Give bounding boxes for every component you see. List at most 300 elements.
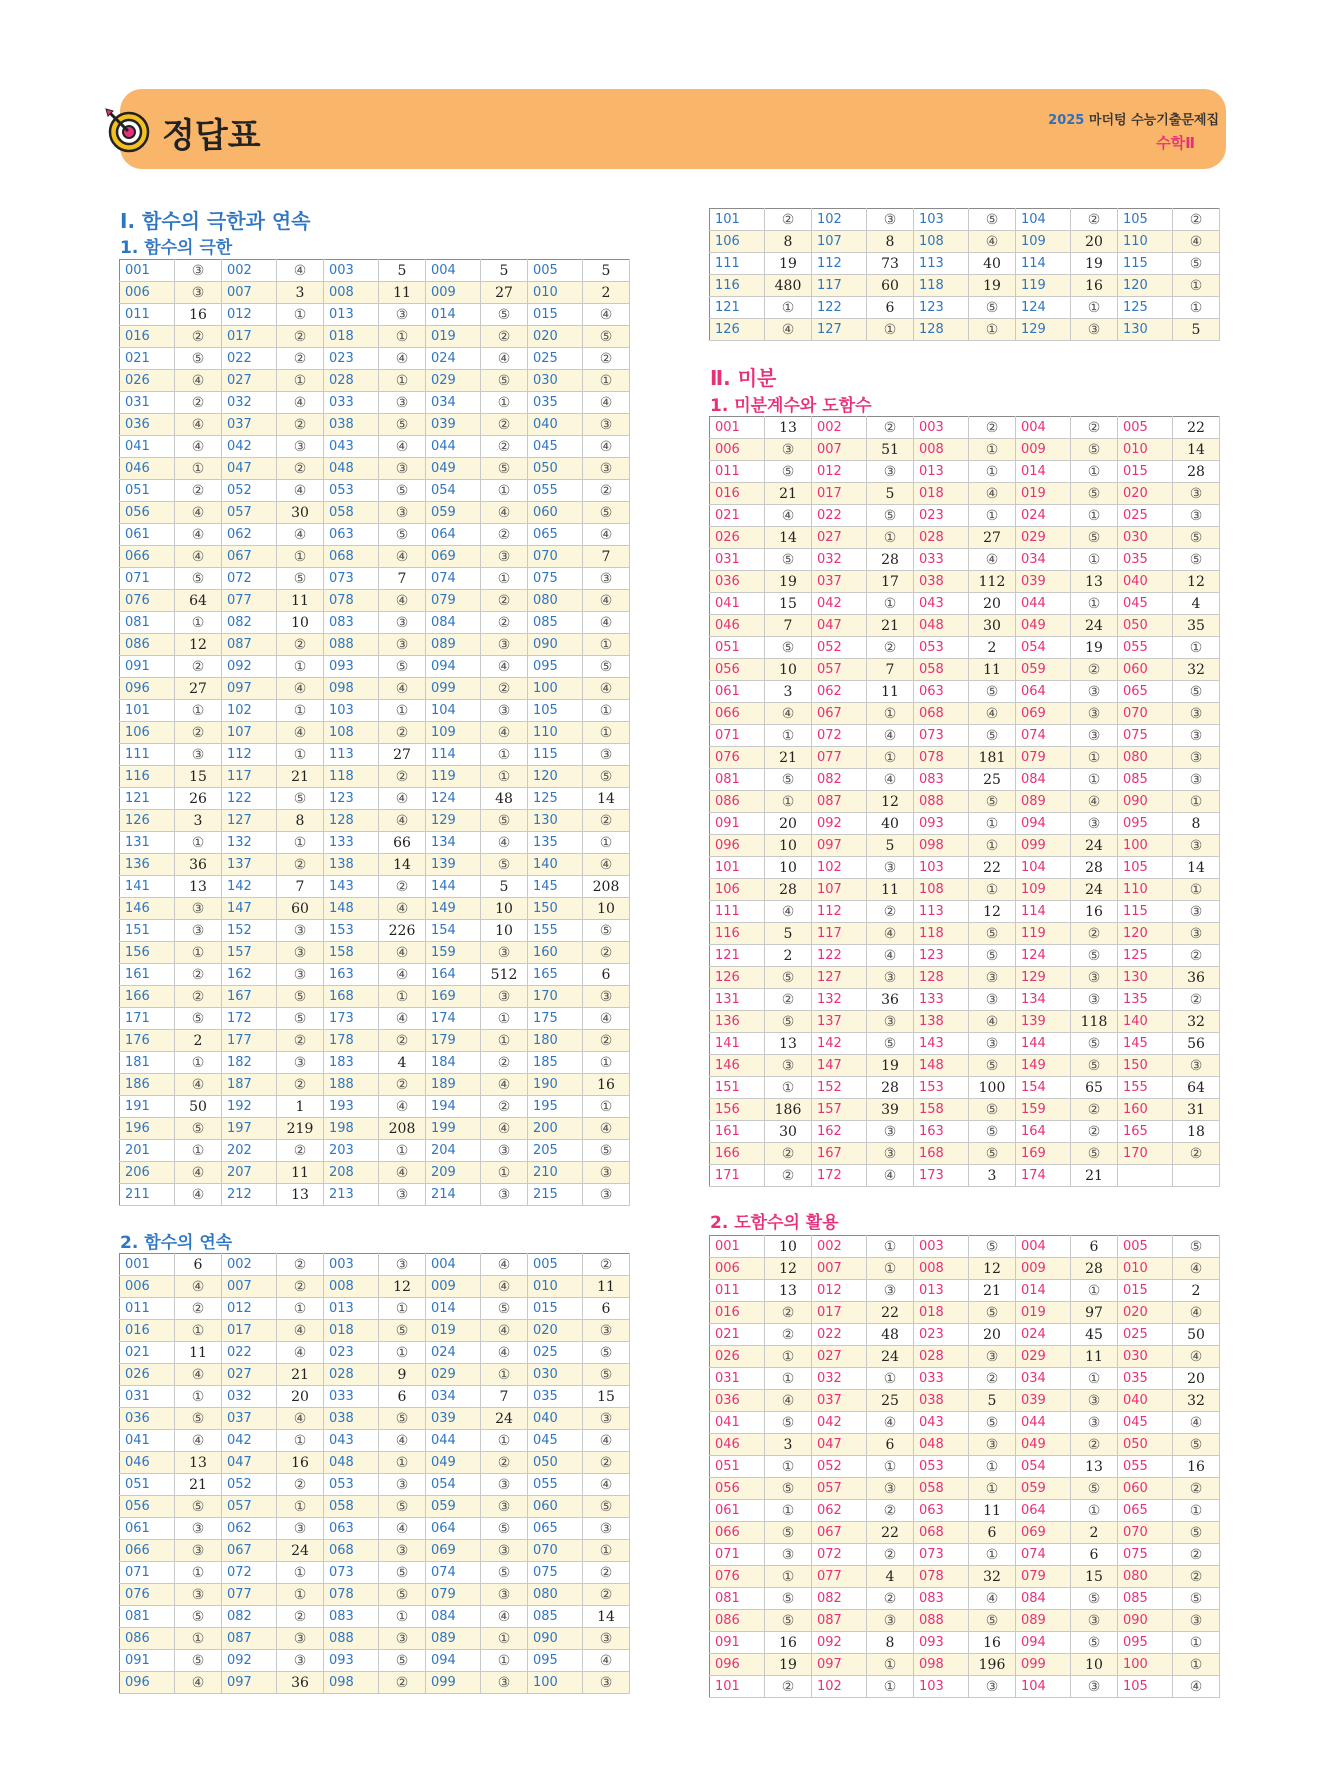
answer-value: ① [969, 1456, 1016, 1478]
question-number: 006 [710, 439, 765, 461]
question-number: 048 [914, 1434, 969, 1456]
question-number: 025 [528, 1342, 583, 1364]
question-number: 056 [710, 1478, 765, 1500]
question-number: 153 [324, 920, 379, 942]
question-number: 065 [528, 524, 583, 546]
answer-value: ① [1071, 1280, 1118, 1302]
answer-value: ② [277, 326, 324, 348]
answer-row [710, 505, 1220, 527]
question-number: 095 [1118, 1632, 1173, 1654]
answer-value: ① [277, 1496, 324, 1518]
answer-value: ④ [481, 656, 528, 678]
answer-value: ③ [277, 436, 324, 458]
question-number: 086 [120, 634, 175, 656]
question-number: 010 [528, 1276, 583, 1298]
question-number: 079 [1016, 747, 1071, 769]
answer-value: ② [175, 986, 222, 1008]
question-number: 015 [528, 304, 583, 326]
answer-value: ③ [867, 1478, 914, 1500]
answer-value: ② [765, 1165, 812, 1187]
answer-row [710, 1390, 1220, 1412]
answer-value: 28 [1071, 1258, 1118, 1280]
question-number: 129 [426, 810, 481, 832]
answer-value: ④ [277, 480, 324, 502]
question-number: 021 [710, 505, 765, 527]
answer-value: ④ [379, 810, 426, 832]
answer-value: ⑤ [583, 656, 630, 678]
answer-value: ④ [481, 832, 528, 854]
question-number: 072 [812, 725, 867, 747]
question-number: 014 [426, 304, 481, 326]
question-number: 059 [426, 502, 481, 524]
question-number: 051 [120, 1474, 175, 1496]
answer-row [120, 392, 630, 414]
question-number: 012 [222, 1298, 277, 1320]
question-number: 067 [812, 1522, 867, 1544]
answer-value: ⑤ [1173, 1434, 1220, 1456]
answer-value: ① [583, 700, 630, 722]
question-number: 084 [1016, 769, 1071, 791]
answer-value: ⑤ [765, 1412, 812, 1434]
answer-value: ⑤ [969, 1121, 1016, 1143]
question-number: 155 [1118, 1077, 1173, 1099]
question-number: 075 [528, 568, 583, 590]
question-number: 114 [426, 744, 481, 766]
question-number: 064 [1016, 1500, 1071, 1522]
question-number: 013 [324, 1298, 379, 1320]
question-number: 058 [324, 502, 379, 524]
answer-row [120, 1386, 630, 1408]
question-number: 124 [1016, 945, 1071, 967]
question-number: 061 [120, 1518, 175, 1540]
answer-value: ③ [175, 1518, 222, 1540]
answer-value: 118 [1071, 1011, 1118, 1033]
question-number: 066 [710, 703, 765, 725]
answer-row [710, 1324, 1220, 1346]
answer-value: ② [175, 392, 222, 414]
question-number: 071 [710, 725, 765, 747]
answer-value: ② [481, 1096, 528, 1118]
answer-value: 66 [379, 832, 426, 854]
answer-value: ④ [277, 1342, 324, 1364]
answer-value: ② [277, 414, 324, 436]
question-number: 063 [324, 524, 379, 546]
answer-row [120, 370, 630, 392]
answer-value: 14 [583, 1606, 630, 1628]
question-number: 012 [222, 304, 277, 326]
answer-value: ③ [175, 1584, 222, 1606]
question-number: 062 [812, 681, 867, 703]
question-number: 159 [1016, 1099, 1071, 1121]
question-number: 052 [812, 1456, 867, 1478]
question-number: 092 [812, 1632, 867, 1654]
question-number: 184 [426, 1052, 481, 1074]
answer-value: ④ [277, 260, 324, 282]
question-number: 105 [1118, 1676, 1173, 1698]
question-number: 097 [812, 1654, 867, 1676]
answer-value: ④ [277, 678, 324, 700]
question-number: 029 [426, 370, 481, 392]
answer-value: ③ [1173, 1610, 1220, 1632]
answer-value: ① [481, 744, 528, 766]
question-number: 109 [426, 722, 481, 744]
answer-row [120, 832, 630, 854]
question-number: 055 [1118, 1456, 1173, 1478]
answer-row [710, 725, 1220, 747]
answer-value: ② [1071, 1099, 1118, 1121]
question-number: 085 [528, 612, 583, 634]
answer-value: ④ [481, 502, 528, 524]
answer-value: ⑤ [277, 1008, 324, 1030]
answer-value: ⑤ [379, 1562, 426, 1584]
answer-row [120, 920, 630, 942]
answer-value: ① [765, 791, 812, 813]
answer-value: ③ [1173, 1055, 1220, 1077]
question-number: 119 [1016, 275, 1071, 297]
answer-value: ② [765, 989, 812, 1011]
answer-row [120, 1184, 630, 1206]
question-number: 102 [222, 700, 277, 722]
answer-value: 24 [481, 1408, 528, 1430]
answer-value: ③ [583, 1320, 630, 1342]
question-number: 024 [1016, 505, 1071, 527]
question-number: 006 [710, 1258, 765, 1280]
question-number: 074 [426, 1562, 481, 1584]
answer-value: ① [1071, 747, 1118, 769]
answer-value: ⑤ [765, 1610, 812, 1632]
answer-value: 13 [765, 1280, 812, 1302]
question-number: 054 [1016, 637, 1071, 659]
answer-value: 1 [277, 1096, 324, 1118]
question-number: 201 [120, 1140, 175, 1162]
answer-value: ③ [867, 1280, 914, 1302]
answer-value: 512 [481, 964, 528, 986]
question-number: 089 [426, 634, 481, 656]
answer-value: 3 [175, 810, 222, 832]
question-number: 128 [324, 810, 379, 832]
answer-value: ⑤ [583, 920, 630, 942]
answer-value: ① [867, 1676, 914, 1698]
answer-value: ③ [481, 1584, 528, 1606]
answer-value: ⑤ [583, 766, 630, 788]
question-number: 123 [324, 788, 379, 810]
answer-value: ③ [277, 964, 324, 986]
answer-value: 208 [583, 876, 630, 898]
answer-row [710, 1566, 1220, 1588]
answer-value: ③ [379, 392, 426, 414]
question-number: 002 [812, 1236, 867, 1258]
answer-value: 10 [481, 920, 528, 942]
answer-row [710, 231, 1220, 253]
answer-value: ② [867, 417, 914, 439]
question-number: 065 [528, 1518, 583, 1540]
question-number: 061 [710, 681, 765, 703]
answer-row [710, 483, 1220, 505]
answer-value: 5 [765, 923, 812, 945]
question-number: 029 [426, 1364, 481, 1386]
answer-value: ④ [765, 1390, 812, 1412]
answer-value: 5 [583, 260, 630, 282]
answer-value: ② [481, 326, 528, 348]
question-number: 031 [120, 1386, 175, 1408]
answer-value: ① [583, 370, 630, 392]
question-number: 027 [812, 1346, 867, 1368]
answer-value: ③ [969, 989, 1016, 1011]
question-number: 036 [120, 1408, 175, 1430]
answer-value: ① [867, 593, 914, 615]
question-number: 095 [528, 1650, 583, 1672]
question-number: 020 [528, 326, 583, 348]
answer-value: ⑤ [765, 461, 812, 483]
question-number: 005 [1118, 417, 1173, 439]
answer-row [120, 524, 630, 546]
answer-row [710, 967, 1220, 989]
question-number: 074 [426, 568, 481, 590]
question-number: 010 [1118, 1258, 1173, 1280]
question-number: 024 [426, 348, 481, 370]
answer-value: ① [1071, 1368, 1118, 1390]
answer-value: ⑤ [765, 637, 812, 659]
question-number: 117 [812, 275, 867, 297]
answer-value: ⑤ [969, 1055, 1016, 1077]
question-number: 075 [1118, 1544, 1173, 1566]
question-number: 111 [120, 744, 175, 766]
answer-value: 28 [867, 1077, 914, 1099]
answer-value: ② [1173, 1143, 1220, 1165]
answer-value: ④ [379, 1008, 426, 1030]
answer-value: 22 [867, 1302, 914, 1324]
answer-row [120, 1606, 630, 1628]
question-number: 080 [1118, 747, 1173, 769]
question-number: 026 [120, 370, 175, 392]
question-number: 017 [222, 326, 277, 348]
answer-value: 13 [1071, 1456, 1118, 1478]
answer-value: 12 [969, 901, 1016, 923]
question-number: 070 [1118, 1522, 1173, 1544]
question-number: 174 [1016, 1165, 1071, 1187]
question-number: 077 [222, 1584, 277, 1606]
question-number: 097 [222, 1672, 277, 1694]
answer-value: 4 [379, 1052, 426, 1074]
question-number: 209 [426, 1162, 481, 1184]
question-number: 124 [1016, 297, 1071, 319]
answer-value: 7 [277, 876, 324, 898]
answer-value: 19 [969, 275, 1016, 297]
question-number: 031 [710, 549, 765, 571]
question-number: 100 [1118, 1654, 1173, 1676]
answer-table-s2 [119, 1253, 630, 1694]
question-number: 099 [426, 678, 481, 700]
answer-row [710, 681, 1220, 703]
question-number: 015 [1118, 461, 1173, 483]
question-number: 017 [222, 1320, 277, 1342]
question-number: 194 [426, 1096, 481, 1118]
answer-value: ④ [583, 436, 630, 458]
header-banner [120, 89, 1226, 169]
answer-value: 13 [175, 876, 222, 898]
answer-value: ⑤ [1173, 1588, 1220, 1610]
answer-value: ⑤ [1071, 945, 1118, 967]
question-number: 124 [426, 788, 481, 810]
question-number: 049 [426, 458, 481, 480]
answer-value: ② [1173, 1544, 1220, 1566]
answer-value: ④ [969, 231, 1016, 253]
answer-row [710, 1676, 1220, 1698]
answer-value: ⑤ [481, 1518, 528, 1540]
answer-value: ③ [277, 942, 324, 964]
answer-value: ③ [969, 1346, 1016, 1368]
answer-value: ⑤ [175, 568, 222, 590]
question-number: 160 [1118, 1099, 1173, 1121]
question-number: 008 [324, 1276, 379, 1298]
answer-row [120, 656, 630, 678]
answer-value: 6 [583, 964, 630, 986]
answer-value: ③ [867, 209, 914, 231]
question-number: 102 [812, 1676, 867, 1698]
question-number: 018 [914, 1302, 969, 1324]
answer-value: ⑤ [765, 967, 812, 989]
answer-value: 3 [969, 1165, 1016, 1187]
answer-value: 6 [175, 1254, 222, 1276]
question-number: 046 [710, 615, 765, 637]
answer-value: ② [1071, 417, 1118, 439]
answer-value: ③ [481, 1140, 528, 1162]
answer-value: ④ [379, 1162, 426, 1184]
answer-value: ① [1071, 1500, 1118, 1522]
answer-value: ② [867, 1500, 914, 1522]
question-number: 144 [1016, 1033, 1071, 1055]
answer-row [120, 1562, 630, 1584]
answer-value: ④ [175, 546, 222, 568]
answer-value: 64 [1173, 1077, 1220, 1099]
question-number: 062 [222, 524, 277, 546]
question-number: 202 [222, 1140, 277, 1162]
answer-value: ② [277, 634, 324, 656]
answer-row [710, 637, 1220, 659]
answer-value: ③ [867, 1143, 914, 1165]
question-number: 140 [528, 854, 583, 876]
answer-value: 7 [867, 659, 914, 681]
answer-value: ⑤ [1173, 549, 1220, 571]
answer-value: ④ [969, 1011, 1016, 1033]
answer-value: 11 [379, 282, 426, 304]
answer-value: ③ [1071, 813, 1118, 835]
answer-value: ② [765, 1324, 812, 1346]
question-number: 064 [426, 524, 481, 546]
answer-value: ① [969, 1544, 1016, 1566]
answer-row [120, 1052, 630, 1074]
question-number: 096 [120, 1672, 175, 1694]
question-number: 033 [324, 392, 379, 414]
answer-value: ③ [379, 1474, 426, 1496]
answer-value: ⑤ [969, 945, 1016, 967]
answer-row [120, 282, 630, 304]
question-number: 048 [324, 458, 379, 480]
answer-value: 6 [1071, 1544, 1118, 1566]
answer-row [120, 876, 630, 898]
answer-value: ⑤ [583, 326, 630, 348]
answer-row [120, 810, 630, 832]
answer-value: 60 [277, 898, 324, 920]
answer-row [120, 590, 630, 612]
answer-value: ② [277, 1254, 324, 1276]
answer-value: ③ [583, 1672, 630, 1694]
question-number: 077 [812, 747, 867, 769]
question-number: 138 [914, 1011, 969, 1033]
question-number: 041 [710, 1412, 765, 1434]
question-number: 134 [426, 832, 481, 854]
answer-value: ① [1071, 593, 1118, 615]
question-number: 094 [426, 1650, 481, 1672]
answer-value: ① [765, 1077, 812, 1099]
question-number: 052 [222, 480, 277, 502]
answer-value: ② [867, 637, 914, 659]
answer-row [710, 1165, 1220, 1187]
question-number: 168 [324, 986, 379, 1008]
question-number: 116 [710, 275, 765, 297]
answer-value: ④ [867, 1165, 914, 1187]
question-number: 081 [120, 612, 175, 634]
answer-value: ④ [481, 1606, 528, 1628]
answer-value: ⑤ [867, 505, 914, 527]
answer-value: ③ [1173, 725, 1220, 747]
question-number: 079 [426, 1584, 481, 1606]
answer-value: ② [1071, 923, 1118, 945]
answer-value: ③ [481, 986, 528, 1008]
question-number: 022 [222, 1342, 277, 1364]
question-number: 090 [1118, 1610, 1173, 1632]
question-number: 105 [1118, 857, 1173, 879]
question-number: 003 [324, 1254, 379, 1276]
book-title: 마더텅 수능기출문제집 [1088, 113, 1219, 128]
answer-value: ① [481, 766, 528, 788]
answer-value: ③ [379, 612, 426, 634]
question-number: 142 [812, 1033, 867, 1055]
answer-value: 11 [277, 590, 324, 612]
question-number: 042 [812, 1412, 867, 1434]
answer-value: 21 [867, 615, 914, 637]
question-number: 155 [528, 920, 583, 942]
question-number: 016 [710, 1302, 765, 1324]
answer-value: ② [765, 209, 812, 231]
question-number: 059 [426, 1496, 481, 1518]
question-number: 119 [426, 766, 481, 788]
question-number: 093 [324, 656, 379, 678]
answer-value: 25 [969, 769, 1016, 791]
answer-value: 27 [379, 744, 426, 766]
answer-row [710, 461, 1220, 483]
question-number: 135 [528, 832, 583, 854]
answer-value: ⑤ [277, 568, 324, 590]
question-number: 047 [222, 1452, 277, 1474]
answer-value: 15 [765, 593, 812, 615]
answer-value: ② [1173, 1566, 1220, 1588]
question-number: 077 [812, 1566, 867, 1588]
answer-value: ④ [969, 703, 1016, 725]
answer-value: ⑤ [481, 854, 528, 876]
question-number: 126 [710, 319, 765, 341]
question-number: 045 [1118, 593, 1173, 615]
question-number: 060 [528, 502, 583, 524]
question-number: 166 [710, 1143, 765, 1165]
answer-value: 32 [969, 1566, 1016, 1588]
answer-value: ③ [175, 744, 222, 766]
question-number: 043 [324, 1430, 379, 1452]
answer-value: ④ [969, 549, 1016, 571]
question-number: 137 [812, 1011, 867, 1033]
answer-value: ① [277, 304, 324, 326]
answer-value: 50 [175, 1096, 222, 1118]
